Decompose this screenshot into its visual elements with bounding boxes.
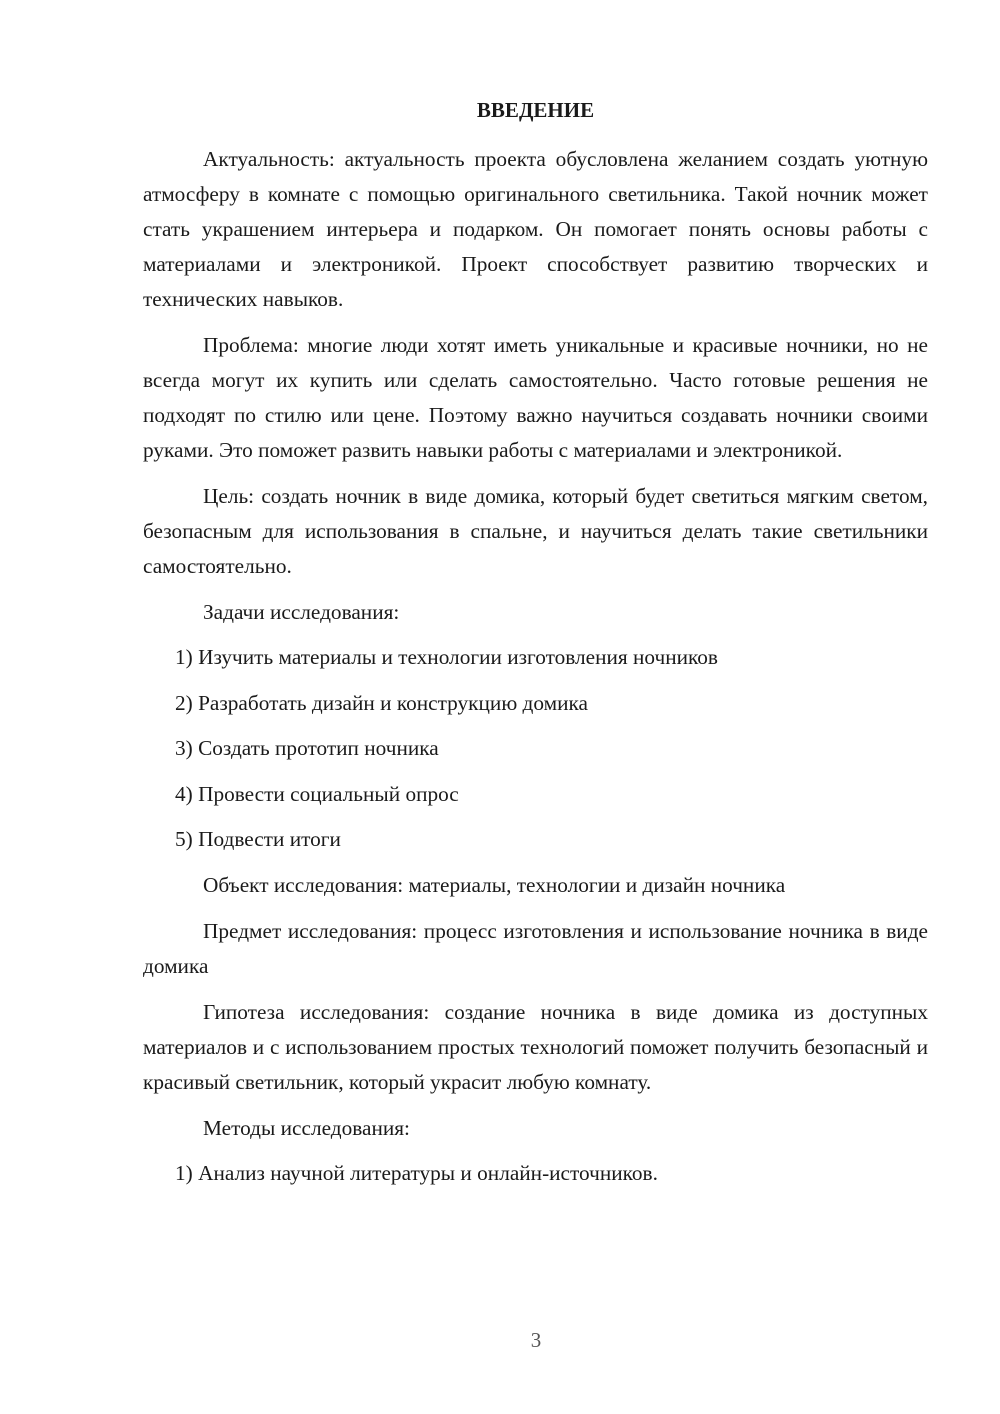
method-item: 1) Анализ научной литературы и онлайн-источников.: [175, 1160, 658, 1185]
relevance-paragraph: Актуальность: актуальность проекта обусловлена желанием создать уютную атмосферу в комнате с помощью оригинального светильника. Такой ночник может стать украшением интерьера и подарком. Он помогает понять основы работы с материалами и электроникой. Проект способствует развитию творческих и технических навыков.: [143, 147, 928, 311]
goal-paragraph: Цель: создать ночник в виде домика, который будет светиться мягким светом, безопасным для использования в спальне, и научиться делать такие светильники самостоятельно.: [143, 484, 928, 578]
methods-list: [143, 1156, 928, 1191]
tasks-heading: Задачи исследования:: [203, 600, 400, 624]
problem-paragraph: Проблема: многие люди хотят иметь уникальные и красивые ночники, но не всегда могут их купить или сделать самостоятельно. Часто готовые решения не подходят по стилю или цене. Поэтому важно научиться создавать ночники своими руками. Это поможет развить навыки работы с материалами и электроникой.: [143, 333, 928, 462]
hypothesis-paragraph: Гипотеза исследования: создание ночника в виде домика из доступных материалов и с использованием простых технологий поможет получить безопасный и красивый светильник, который украсит любую комнату.: [143, 999, 928, 1094]
methods-heading: Методы исследования:: [203, 1115, 410, 1140]
document-page: [143, 94, 928, 1201]
subject-paragraph: Предмет исследования: процесс изготовления и использование ночника в виде домика: [143, 918, 928, 978]
task-item: 2) Разработать дизайн и конструкцию домика: [175, 690, 588, 715]
task-item: 4) Провести социальный опрос: [175, 781, 459, 806]
page-number: 3: [530, 1328, 542, 1352]
tasks-list: [143, 640, 928, 857]
object-paragraph: Объект исследования: материалы, технологии и дизайн ночника: [203, 872, 786, 897]
task-item: 1) Изучить материалы и технологии изготовления ночников: [175, 645, 718, 669]
task-item: 3) Создать прототип ночника: [175, 736, 439, 760]
task-item: 5) Подвести итоги: [175, 827, 341, 851]
page-title: ВВЕДЕНИЕ: [476, 98, 595, 122]
